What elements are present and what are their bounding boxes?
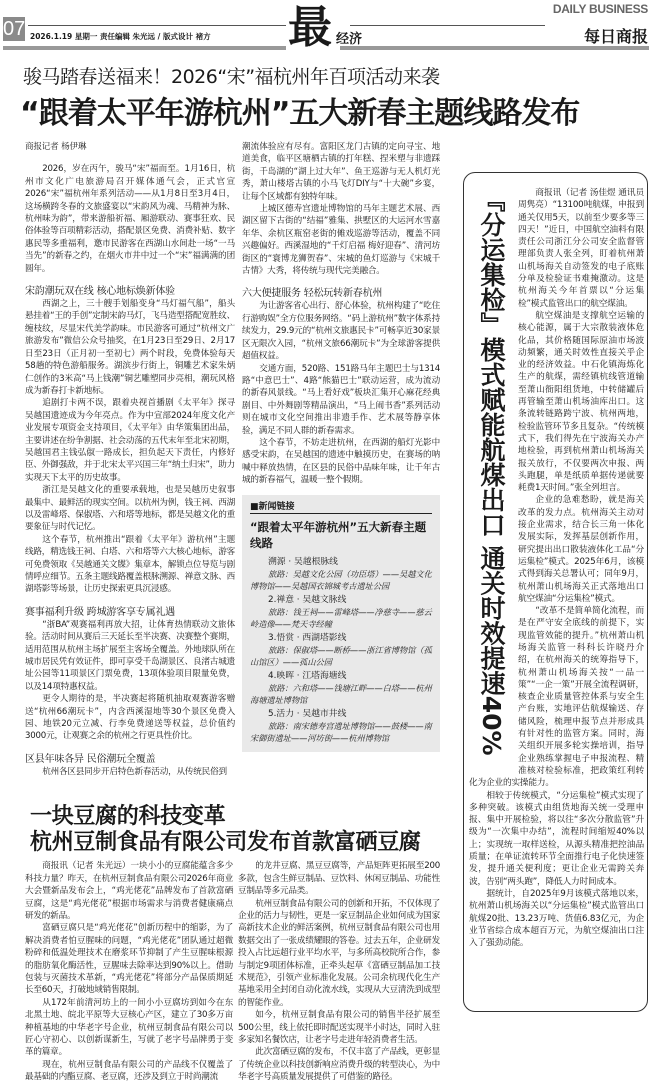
- paragraph: 杭州豆制食品有限公司的创新和开拓，不仅体现了企业的活力与韧性，更是一家豆制品企业如何成为国家高新技术企业的鲜活案例，杭州豆制食品有限公司也用数据交出了一张成绩耀眼的答卷。过去五年，企业研发投入占比远超行业平均水平，与多所高校院所合作，参与制定9项团体标准，正牵头起草《富硒豆制品加工技术规范》，引领产业标准化发展。公司余杭现代化生产基地采用全封闭自动化流水线，实现从大豆清洗到成型的智能作业。: [238, 898, 440, 1008]
- route-path: 旅路：吴越文化公园（功臣塔）——吴越文化博物馆——吴越国衣锦城考古遗址公园: [250, 568, 432, 591]
- paragraph: 企业的急难愁盼，就是海关改革的发力点。杭州海关主动对接企业需求，结合长三角一体化发展实际，发挥基层创新作用，研究提出出口散装液体化工品“分运集检”模式。2025年6月，该模式得到海关总署认可；同年9月，杭州萧山机场海关正式落地出口航空煤油“分运集检”模式。: [518, 495, 644, 604]
- paragraph: 从172年前清河坊上的一间小小豆腐坊到如今在东北黑土地、皖北平原等大豆核心产区，建立了30多万亩种植基地的中华老字号企业，杭州豆制食品有限公司以匠心守初心、以创新谋新生，写就了老字号品牌勇于变革的篇章。: [25, 997, 233, 1058]
- lead-subtitle: 骏马踏春送福来！2026“宋”福杭州年百项活动来袭: [23, 66, 440, 88]
- paragraph: 相较于传统模式，“分运集检”模式实现了多种突破。该模式由组货地海关统一受理申报、集中开展检验，将以往“多次分散监管”升级为“一次集中办结”，流程时间缩短40%以上；实现统一取样送检，从源头精准把控油品质量；在单证流转环节全面推行电子化快速签发，提升通关便利度；更让企业无需跨关奔波，告别“两头跑”，降低人力时间成本。: [469, 790, 644, 887]
- news-link-title: “跟着太平年游杭州”五大新春主题线路: [250, 519, 427, 550]
- route-path: 旅路：钱王祠——雷峰塔——净慈寺——慈云岭造像——梵天寺经幢: [250, 606, 432, 629]
- brand-english: DAILY BUSINESS: [552, 2, 648, 16]
- paragraph: 潮流体验应有尽有。富阳区龙门古镇的定向寻宝、地道美食，临平区塘栖古镇的打年糕、捏米塑与非遗踩街，千岛湖的“湖上过大年”、鱼王巡游与无人机灯光秀，萧山楼塔古镇的小马飞灯DIY与“十大碗”乡宴，让每个区域都有独特年味。: [242, 142, 440, 202]
- paragraph: 2026，岁在丙午，骏马“宋”福而至。1月16日，杭州市文化广电旅游局召开媒体通气会，正式官宣2026“宋”福杭州年系列活动——从1月8日至3月4日，这场横跨冬春的文旅盛宴以“宋韵风为魂、马精神为脉、杭州味为韵”，带来游船祈福、厢游联动、赛事狂欢、民俗体验等百项精彩活动，搭配景区免费、消费补贴、数字惠民等多重福利，邀市民游客在西湖山水间赴一场“一马当先”的新春之约，在烟火市井中过一个“宋”福满满的团圆年。: [25, 164, 235, 274]
- paragraph: 航空煤油是支撑航空运输的核心能源，属于大宗散装液体危化品，其价格随国际原油市场波动频繁，通关时效性直接关乎企业的经济效益。中石化镇海炼化生产的航煤，需经镇杭线管道输至萧山衙阳组货地，中转储罐后再管输至萧山机场油库出口。这条流转链路跨宁波、杭州两地，检验监管环节多且复杂。“传统模式下，我们得先在宁波海关办产地检验，再到杭州萧山机场海关报关放行，不仅要两次申报、两头跑腿，单是纸质单据传递就要耗费1天时间。”张全列坦言。: [518, 310, 644, 494]
- paragraph: “浙BA”观赛福利再放大招，让体育热情联动文旅体验。活动时间从赛后三天延长至半决赛、决赛整个赛期，适用范围从杭州主场扩展至主客场全覆盖。外地球队所在城市居民凭有效证件，即可享受千岛湖景区、良渚古城遗址公园等11项景区门票免费，13项体验项目限量免费，以及14项特惠权益。: [25, 619, 235, 692]
- route-path: 旅路：保俶塔——断桥——浙江省博物馆（孤山馆区）——孤山公园: [250, 644, 432, 667]
- subheading: 区县年味各异 民俗潮玩全覆盖: [25, 753, 156, 765]
- route-path: 旅路：六和塔——钱塘江畔——白塔——杭州海塘遗址博物馆: [250, 682, 432, 705]
- paragraph: 商报讯（记者 汤佳煜 通讯员 周隽亮）“13100吨航煤，申报到通关仅用5天，以前至少要多等三四天！”近日，中国航空油料有限责任公司浙江分公司安全监督管理部负责人张全列，盯着杭州萧山机场海关自动签发的电子底账分单及检验证书难掩激动。这是杭州海关今年首票以“分运集检”模式监管出口的航空煤油。: [518, 188, 644, 309]
- paragraph: 为让游客省心出行、舒心体验，杭州构建了“吃住行游购娱”全方位服务网络。“码上游杭州”数字体系持续发力，29.9元的“杭州文旅惠民卡”可畅享近30家景区无限次入园，“杭州文旅66潮玩卡”为全球游客提供超值权益。: [242, 301, 440, 362]
- route-name: 3.悟赏 · 西湖塔影线: [268, 632, 347, 643]
- paragraph: 这个春节，不妨走进杭州，在西湖的船灯光影中感受宋韵，在吴越国的遗迹中触摸历史，在赛场的呐喊中释放热情，在区县的民俗中品味年味，让千年古城的新春福气，温暖一整个假期。: [242, 437, 440, 486]
- route-name: 2.禅意 · 吴越文脉线: [268, 594, 347, 605]
- tofu-headline-line2: 杭州豆制食品有限公司发布首款富硒豆腐: [30, 830, 421, 856]
- left-content-area: [25, 141, 440, 1084]
- subheading: 六大便捷服务 轻松玩转新春杭州: [242, 288, 383, 300]
- paragraph: 更令人期待的是，半决赛起将随机抽取观赛游客赠送“杭州66潮玩卡”，内含西溪湿地等30个景区免费入园、地铁20元立减、行李免费递送等权益，总价值约3000元，让观赛之余的杭州之行更具性价比。: [25, 694, 235, 742]
- paragraph: 据统计，自2025年9月该模式落地以来，杭州萧山机场海关以“分运集检”模式监管出口航煤20批、13.23万吨、货值6.83亿元，为企业节省综合成本超百万元，为航空煤油出口注入了强劲动能。: [469, 888, 644, 949]
- paragraph: 如今，杭州豆制食品有限公司的销售半径扩展至500公里，线上依托即时配送实现半小时达，同时入驻多家知名餐饮店，让老字号走进年轻消费者生活。: [238, 1010, 440, 1045]
- paragraph: 商报讯（记者 朱光远）一块小小的豆腐能蕴含多少科技力量？昨天，在杭州豆制食品有限公司2026年商业大会暨新品发布会上，“鸡光佬花”品牌发布了首款富硒豆腐，这是“鸡光佬花”根据市场需求与消费者健康痛点研发的新品。: [25, 861, 233, 921]
- paragraph: 的龙井豆腐、黑豆豆腐等，产品矩阵更拓展至200多款，包含生鲜豆制品、豆饮料、休闲豆制品、功能性豆制品等多元品类。: [238, 861, 440, 897]
- subheading: 赛事福利升级 跨城游客享专属礼遇: [25, 606, 175, 618]
- tofu-headline: [30, 804, 440, 856]
- section-name: 经济: [336, 32, 363, 47]
- route-name: 溯源 · 吴越根脉线: [268, 556, 338, 567]
- paragraph: 这个春节，杭州推出“跟着《太平年》游杭州”主题线路，精选钱王祠、白塔、六和塔等六大核心地标，游客可免费领取《吴越通关文牒》集章本，解锁点位导览与剧情呼应细节。五条主题线路覆盖根脉溯源、禅意文脉、西湖塔影等场景，让历史探索更具沉浸感。: [25, 534, 235, 595]
- tofu-article: [25, 860, 440, 1083]
- paragraph: 现在，杭州豆制食品有限公司的产品线不仅覆盖了最基础的内酯豆腐、老豆腐，还涉及到立于时尚潮流: [25, 1059, 233, 1083]
- header-bar: [3, 46, 286, 50]
- paragraph: 富硒豆腐只是“鸡光佬花”创新历程中的缩影，为了解决消费者怕豆腥味的问题，“鸡光佬花”团队通过超微粉碎和低温处理技术在磨浆环节抑制了产生豆腥味根源的脂肪氧化酶活性，豆腥味去除率达到90%以上。借助包装与灭菌技术革新，“鸡光佬花”将部分产品保质期延长至60天，打破地域销售限制。: [25, 923, 233, 996]
- paragraph: 此次富硒豆腐的发布，不仅丰富了产品线，更彰显了传统企业以科技创新响应消费升级的转型决心，为中华老字号高质量发展提供了可借鉴的路径。: [238, 1047, 440, 1083]
- tofu-column-1: [25, 860, 233, 1083]
- lead-article: [25, 141, 440, 778]
- lead-headline: “跟着太平年游杭州”五大新春主题线路发布: [20, 96, 580, 131]
- header-rule: [350, 25, 545, 26]
- paragraph: 浙江是吴越文化的重要承载地，也是吴越历史叙事最集中、最鲜活的现实空间。以杭州为例，钱王祠、西湖以及雷峰塔、保俶塔、六和塔等地标，都是吴越文化的重要象征与时代记忆。: [25, 485, 235, 533]
- header-rule: [28, 25, 286, 26]
- paragraph: 交通方面，520路、151路马年主题巴士与1314路“中意巴士”、4路“熊猫巴士”联动运营，成为流动的新春风景线。“马上看好戏”板块汇集开心麻花经典剧目、中外舞剧等精品演出，“马上闹书香”系列活动则在城市文化空间推出非遗手作、艺术展等静享体验，满足不同人群的新春需求。: [242, 363, 440, 436]
- section-logo: 最: [288, 2, 332, 53]
- dateline: 2026.1.19 星期一 责任编辑 朱光远 / 版式设计 褚方: [30, 32, 211, 41]
- lead-column-1: [25, 141, 235, 778]
- lead-column-2-wrap: [242, 141, 440, 778]
- paragraph: 西湖之上，三十艘手划船变身“马灯福气船”，船头悬挂着“王的手创”定制宋韵马灯，飞马造型搭配宽胜纹、缠枝纹，尽显宋代美学韵味。市民游客可通过“杭州文广旅游发布”微信公众号抽奖，在1月23日至29日、2月17日至23日（正月初一至初七）两个时段，免费体验每天58趟的特色游船服务。湖滨步行街上，铜雕艺术家朱炳仁创作的3米高“马上钱潮”铜艺雕塑同步亮相，潮玩风格成为新春打卡新地标。: [25, 299, 235, 396]
- page-number: 07: [3, 18, 26, 40]
- brand-chinese: 每日商报: [583, 27, 648, 46]
- route-path: 旅路：南宋德寿宫遗址博物馆——鼓楼——南宋御街遗址——河坊街——杭州博物馆: [250, 720, 432, 743]
- byline: 商报记者 杨伊琳: [25, 142, 87, 152]
- news-link-box: [242, 495, 440, 752]
- tofu-headline-line1: 一块豆腐的科技变革: [30, 804, 226, 830]
- lead-column-2: [242, 141, 440, 487]
- customs-article-box: [463, 172, 648, 1012]
- paragraph: 杭州各区县同步开启特色新春活动，从传统民俗到: [42, 766, 227, 777]
- route-name: 5.活力 · 吴越市井线: [268, 708, 347, 719]
- customs-article-title: 『分运集检』模式赋能航煤出口 通关时效提速40%: [477, 187, 506, 756]
- tofu-column-2: [238, 860, 440, 1083]
- paragraph: 追剧打卡两不误，跟着央视首播剧《太平年》探寻吴越国遗迹成为今年亮点。作为中宣部2024年度文化产业发展专项资金支持项目，《太平年》由华策集团出品，主要讲述在纷争割据、社会动荡的五代末年至北宋初期，吴越国君主钱弘俶一路成长，担负起天下责任，内修好臣、外御强敌，并于北宋太平兴国三年“纳土归宋”，助力实现天下太平的历史故事。: [25, 398, 235, 483]
- subheading: 宋韵潮玩双在线 核心地标焕新体验: [25, 286, 175, 298]
- news-link-header: ■新闻链接: [250, 499, 432, 514]
- route-name: 4.映晖 · 江塔海塘线: [268, 670, 347, 681]
- paragraph: 上城区德寿宫遗址博物馆的马年主题艺术展、西湖区留下古街的“结福”雅集、拱墅区的大运河水雪嘉年华、余杭区瓶窑老街的傩戏巡游等活动，覆盖不同兴趣偏好。西溪湿地的“千灯启福 梅好迎春”、清河坊街区的“寰博龙狮贺春”、宋城的鱼灯巡游与《宋城千古情》大秀，将传统与现代完美融合。: [242, 204, 440, 277]
- paragraph: “改革不是简单简化流程，而是在严守安全底线的前提下，实现监管效能的提升。”杭州萧山机场海关监管一科科长许晓丹介绍，在杭州海关的统筹指导下，杭州萧山机场海关按“一品一策”“一企一策”开展全流程调研，核查企业质量管控体系与安全生产台账，实地评估航煤输送、存储风险，梳理申报节点并形成具有针对性的监管方案。同时，海关组织开展多轮实操培训，指导企业熟练掌握电子申报流程、精准核对检验标准，把政策红利转化为企业的实操能力。: [469, 606, 644, 789]
